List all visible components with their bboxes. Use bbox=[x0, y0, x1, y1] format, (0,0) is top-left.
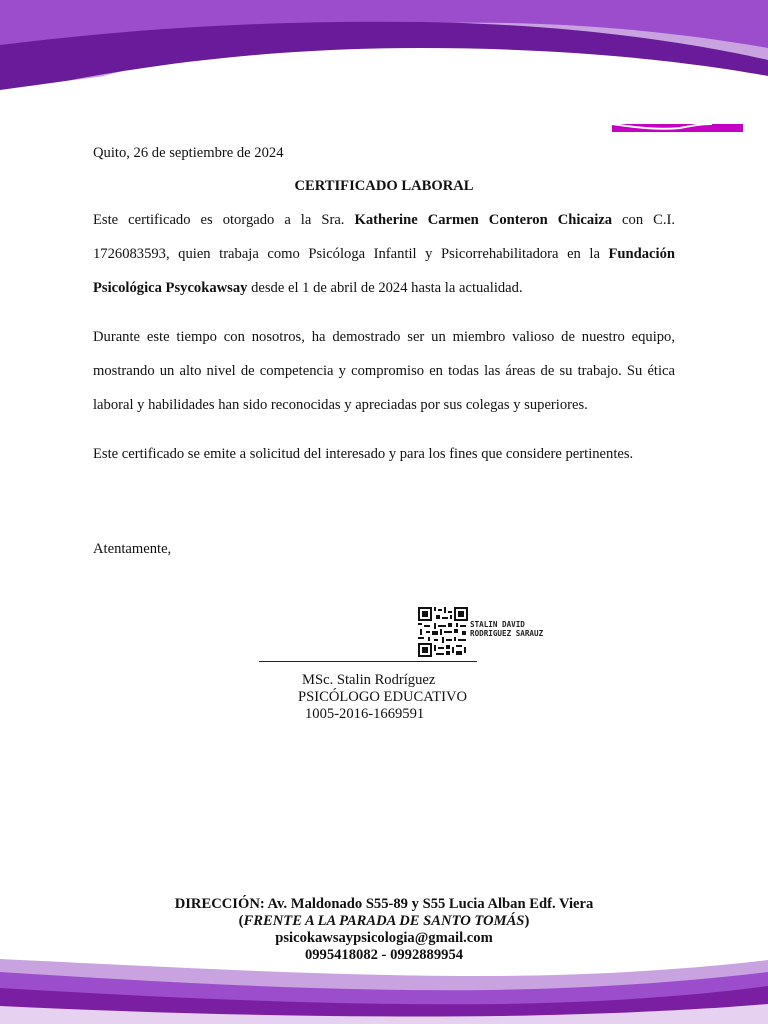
p1-text-c: desde el 1 de abril de 2024 hasta la actualidad. bbox=[247, 280, 523, 296]
p1-text-b: con C.I. 1726083593, quien trabaja como Psicóloga Infantil y Psicorrehabilitadora en la bbox=[93, 212, 676, 262]
paragraph-3: Este certificado se emite a solicitud del interesado y para los fines que considere pertinentes. bbox=[93, 446, 634, 462]
footer-landmark: (FRENTE A LA PARADA DE SANTO TOMÁS) bbox=[238, 913, 530, 929]
signer-line-2: RODRIGUEZ SARAUZ bbox=[470, 629, 544, 638]
document-title: CERTIFICADO LABORAL bbox=[294, 178, 474, 194]
landmark-text: FRENTE A LA PARADA DE SANTO TOMÁS bbox=[243, 913, 525, 929]
organization-name: Fundación Psicológica Psycokawsay bbox=[93, 246, 675, 296]
p1-text-a: Este certificado es otorgado a la Sra. bbox=[93, 212, 355, 228]
letter-date: Quito, 26 de septiembre de 2024 bbox=[93, 145, 284, 161]
header-wave-decoration bbox=[0, 0, 768, 135]
address-text: Av. Maldonado S55-89 y S55 Lucia Alban Edf. Viera bbox=[264, 896, 594, 912]
footer-wave-decoration bbox=[0, 954, 768, 1024]
signer-role: PSICÓLOGO EDUCATIVO bbox=[298, 689, 468, 705]
electronic-signer-name bbox=[470, 620, 543, 638]
footer-address bbox=[0, 896, 768, 913]
paragraph-1 bbox=[93, 203, 675, 305]
signer-line-1: STALIN DAVID bbox=[470, 620, 525, 629]
signer-id: 1005-2016-1669591 bbox=[305, 706, 425, 722]
qr-code-icon bbox=[418, 607, 468, 657]
closing: Atentamente, bbox=[93, 541, 172, 557]
address-label: DIRECCIÓN: bbox=[174, 896, 265, 912]
signer-name: MSc. Stalin Rodríguez bbox=[302, 672, 436, 688]
employee-name: Katherine Carmen Conteron Chicaiza bbox=[354, 212, 613, 228]
footer-email: psicokawsaypsicologia@gmail.com bbox=[275, 930, 493, 946]
paragraph-2: Durante este tiempo con nosotros, ha demostrado ser un miembro valioso de nuestro equipo, mostrando un alto nivel de competencia y compromiso en todas las áreas de su trabajo. Su ética laboral y habilidades han sido reconocidas y apreciadas por sus colegas y superiores. bbox=[93, 329, 675, 413]
footer-phones: 0995418082 - 0992889954 bbox=[304, 947, 464, 963]
signature-line bbox=[259, 661, 477, 662]
